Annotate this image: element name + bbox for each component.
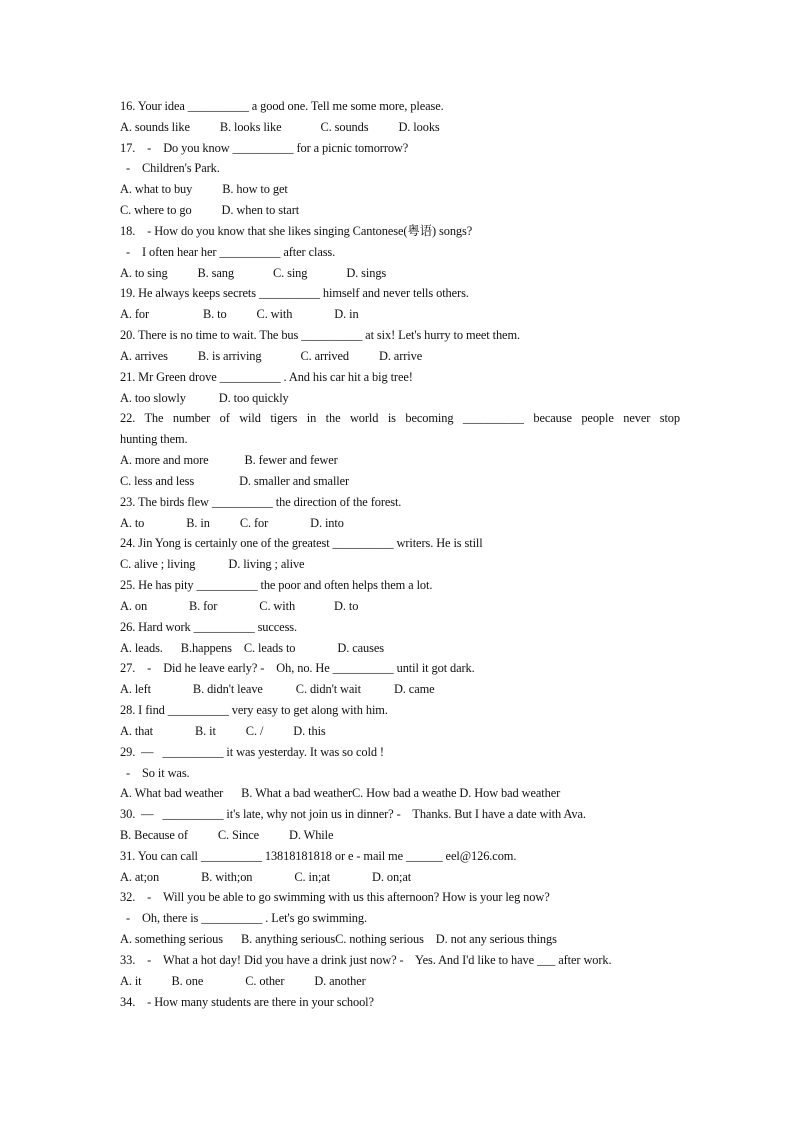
text-line: 29. — __________ it was yesterday. It was so cold !	[120, 744, 384, 759]
text-line: 19. He always keeps secrets __________ himself and never tells others.	[120, 286, 469, 301]
text-line: A. more and more B. fewer and fewer	[120, 453, 338, 468]
text-line: C. alive ; living D. living ; alive	[120, 557, 305, 572]
text-line: A. that B. it C. / D. this	[120, 723, 326, 738]
text-line: - I often hear her __________ after class.	[120, 244, 336, 259]
text-line: 16. Your idea __________ a good one. Tell me some more, please.	[120, 99, 444, 113]
text-line: 18. - How do you know that she likes singing Cantonese(粤语) songs?	[120, 223, 473, 238]
text-line: A. it B. one C. other D. another	[120, 973, 366, 988]
text-line: hunting them.	[120, 432, 188, 447]
text-line: C. less and less D. smaller and smaller	[120, 473, 350, 488]
text-line: A. what to buy B. how to get	[120, 182, 288, 197]
text-line: A. arrives B. is arriving C. arrived D. arrive	[120, 348, 423, 363]
text-line: A. at;on B. with;on C. in;at D. on;at	[120, 869, 412, 884]
text-line: A. on B. for C. with D. to	[120, 598, 359, 613]
text-line: A. something serious B. anything seriousC. nothing serious D. not any serious things	[120, 932, 557, 947]
text-line: A. What bad weather B. What a bad weatherC. How bad a weathe D. How bad weather	[120, 786, 561, 801]
text-line: - Oh, there is __________ . Let's go swimming.	[120, 911, 367, 926]
document-body	[120, 96, 680, 1012]
text-line: 22. The number of wild tigers in the world is becoming __________ because people never stop	[120, 411, 680, 426]
text-line: A. left B. didn't leave C. didn't wait D. came	[120, 682, 435, 697]
text-line: 21. Mr Green drove __________ . And his car hit a big tree!	[120, 369, 413, 384]
text-line: 17. - Do you know __________ for a picnic tomorrow?	[120, 140, 409, 155]
text-line: B. Because of C. Since D. While	[120, 827, 334, 842]
text-line: 27. - Did he leave early? - Oh, no. He __________ until it got dark.	[120, 661, 475, 676]
text-line: A. to B. in C. for D. into	[120, 515, 344, 530]
text-line: 32. - Will you be able to go swimming with us this afternoon? How is your leg now?	[120, 890, 550, 905]
text-line: 28. I find __________ very easy to get along with him.	[120, 703, 388, 718]
text-line: 26. Hard work __________ success.	[120, 619, 298, 634]
text-line: A. to sing B. sang C. sing D. sings	[120, 265, 387, 280]
text-line: - Children's Park.	[120, 161, 220, 176]
text-line: 31. You can call __________ 13818181818 or e - mail me ______ eel@126.com.	[120, 848, 517, 863]
text-line: 20. There is no time to wait. The bus __________ at six! Let's hurry to meet them.	[120, 328, 520, 343]
text-line: C. where to go D. when to start	[120, 203, 300, 218]
text-line: A. sounds like B. looks like C. sounds D. looks	[120, 119, 440, 134]
text-line: A. too slowly D. too quickly	[120, 390, 289, 405]
text-line: 25. He has pity __________ the poor and often helps them a lot.	[120, 578, 433, 593]
text-line: 23. The birds flew __________ the direction of the forest.	[120, 494, 402, 509]
text-line: A. for B. to C. with D. in	[120, 307, 359, 322]
text-line: 30. — __________ it's late, why not join us in dinner? - Thanks. But I have a date with Ava.	[120, 807, 586, 822]
text-line: - So it was.	[120, 765, 190, 780]
text-line: 34. - How many students are there in your school?	[120, 994, 374, 1009]
text-line: 24. Jin Yong is certainly one of the greatest __________ writers. He is still	[120, 536, 483, 551]
text-line: 33. - What a hot day! Did you have a drink just now? - Yes. And I'd like to have ___ after work.	[120, 952, 612, 967]
text-line: A. leads. B.happens C. leads to D. causes	[120, 640, 384, 655]
